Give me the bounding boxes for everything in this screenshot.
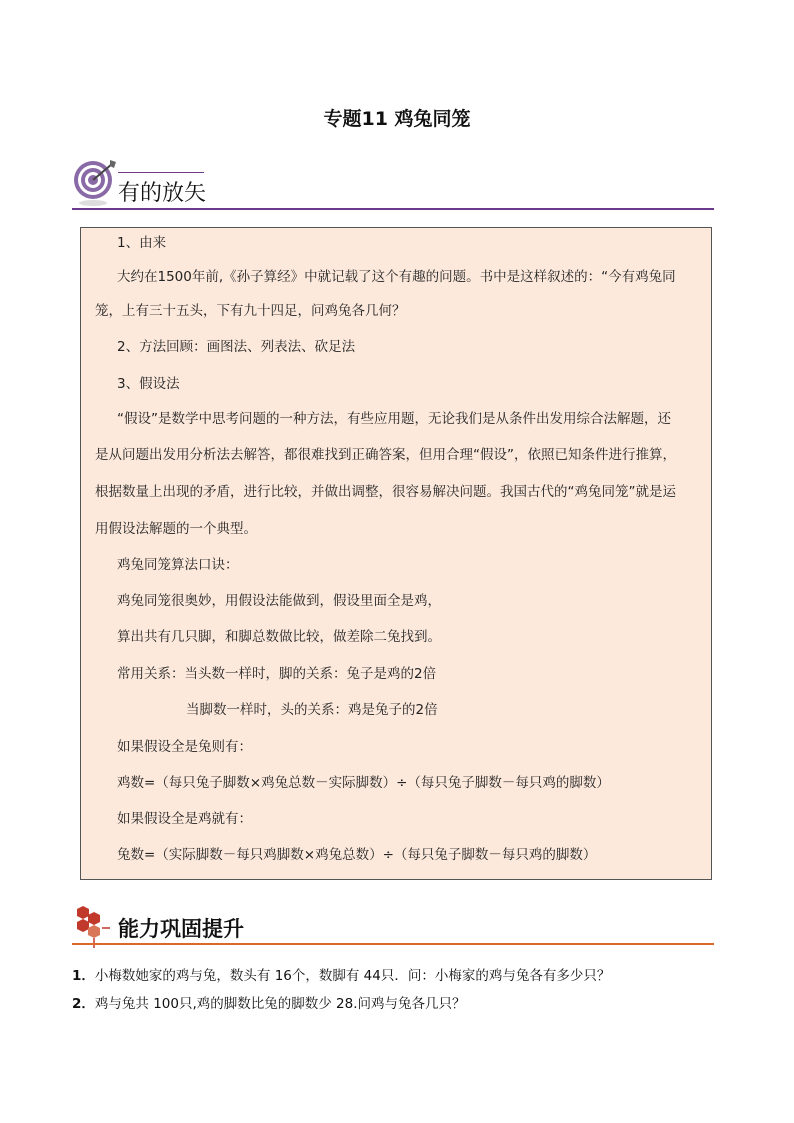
para-relation2: 当脚数一样时，头的关系：鸡是兔子的2倍 <box>186 702 438 718</box>
question-item <box>72 992 466 1012</box>
question-text: 鸡与兔共 100只,鸡的脚数比兔的脚数少 28.问鸡与兔各几只？ <box>94 996 466 1012</box>
para-methods: 2、方法回顾：画图法、列表法、砍足法 <box>117 339 356 355</box>
page-title: 专题11 鸡兔同笼 <box>323 108 471 130</box>
summary-box <box>80 227 712 880</box>
para-relation1: 常用关系：当头数一样时，脚的关系：兔子是鸡的2倍 <box>117 666 437 682</box>
section-title: 能力巩固提升 <box>118 917 244 941</box>
para-assumption-line2: 是从问题出发用分析法去解答，都很难找到正确答案，但用合理“假设”，依照已知条件进行推算， <box>95 447 676 463</box>
para-if-chicken: 如果假设全是鸡就有： <box>117 811 252 827</box>
para-if-rabbit: 如果假设全是兔则有： <box>117 739 252 755</box>
para-rhyme-heading: 鸡兔同笼算法口诀： <box>117 557 239 573</box>
target-icon <box>72 158 118 208</box>
question-number: 2． <box>72 996 95 1012</box>
question-number: 1． <box>72 968 95 984</box>
section-header-goals <box>72 158 714 214</box>
question-text: 小梅数她家的鸡与兔，数头有 16个，数脚有 44只．问：小梅家的鸡与兔各有多少只？ <box>94 968 611 984</box>
para-assumption-line3: 根据数量上出现的矛盾，进行比较，并做出调整，很容易解决问题。我国古代的“鸡兔同笼”就是运 <box>95 484 676 500</box>
para-rhyme-line1: 鸡兔同笼很奥妙，用假设法能做到，假设里面全是鸡， <box>117 593 441 609</box>
para-assumption-line1: “假设”是数学中思考问题的一种方法，有些应用题，无论我们是从条件出发用综合法解题，还 <box>117 411 671 427</box>
formula-chicken: 鸡数=（每只兔子脚数×鸡兔总数－实际脚数）÷（每只兔子脚数－每只鸡的脚数） <box>117 775 610 791</box>
para-assumption-line4: 用假设法解题的一个典型。 <box>95 521 257 537</box>
para-origin-line2: 笼，上有三十五头，下有九十四足，问鸡兔各几何？ <box>95 303 406 319</box>
section-divider <box>72 208 714 210</box>
section-divider <box>72 943 714 945</box>
para-origin-heading: 1、由来 <box>117 235 167 251</box>
section-title: 有的放矢 <box>118 181 207 206</box>
formula-rabbit: 兔数=（实际脚数－每只鸡脚数×鸡兔总数）÷（每只兔子脚数－每只鸡的脚数） <box>117 847 597 863</box>
para-assumption-heading: 3、假设法 <box>117 376 180 392</box>
para-rhyme-line2: 算出共有几只脚，和脚总数做比较，做差除二兔找到。 <box>117 629 441 645</box>
para-origin-line1: 大约在1500年前,《孙子算经》中就记载了这个有趣的问题。书中是这样叙述的：“今有鸡兔同 <box>117 269 676 285</box>
header-accent-line <box>118 172 204 173</box>
question-item <box>72 964 610 984</box>
section-header-practice <box>72 902 714 952</box>
